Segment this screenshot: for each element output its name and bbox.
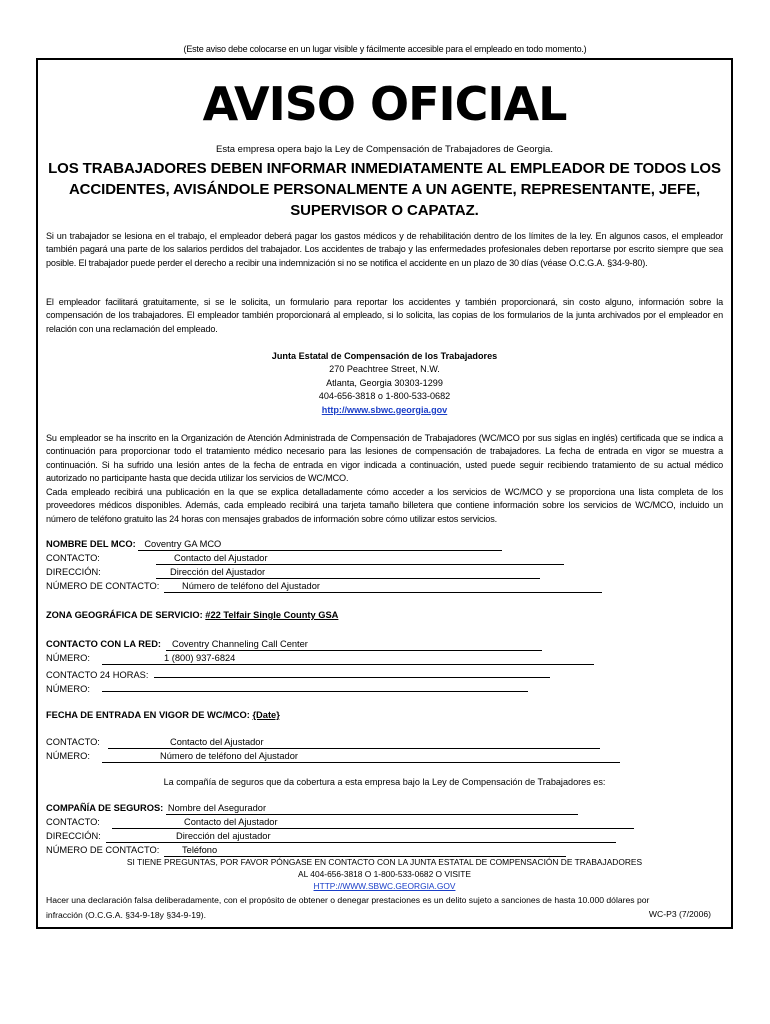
injury-paragraph: Si un trabajador se lesiona en el trabajo, el empleador deberá pagar los gastos médicos y de rehabilitación dentro de los límites de la ley. En algunos casos, el empleador también pagará una parte de los salarios perdidos del trabajador. Los accidentes de trabajo y las enfermedades profesionales deben reportarse por escrito siempre que sea posible. El trabajador puede perder el derecho a recibir una indemnización si no se notifica el accidente en un plazo de 30 días (véase O.C.G.A. §34-9-80).: [46, 231, 723, 268]
insurer-intro: La compañía de seguros que da cobertura a esta empresa bajo la Ley de Compensación de Trabajadores es:: [163, 777, 606, 787]
effective-contact-row: [46, 736, 600, 749]
network-contact-row: [46, 638, 542, 651]
network-number-value: 1 (800) 937-6824: [102, 653, 594, 665]
notice-frame: [36, 58, 733, 929]
board-street: 270 Peachtree Street, N.W.: [329, 364, 440, 375]
network-24h-label: CONTACTO 24 HORAS:: [46, 670, 149, 680]
mco-phone-label: NÚMERO DE CONTACTO:: [46, 581, 160, 591]
false-statement-line-1: Hacer una declaración falsa deliberadamente, con el propósito de obtener o denegar prestaciones es un delito sujeto a sanciones de hasta 10.000 dólares por: [46, 895, 650, 905]
insurer-contact-value: Contacto del Ajustador: [112, 817, 634, 829]
notice-title: AVISO OFICIAL: [202, 77, 567, 131]
effective-number-value: Número de teléfono del Ajustador: [102, 751, 620, 763]
effective-number-label: NÚMERO:: [46, 751, 90, 761]
insurer-contact-row: [46, 816, 634, 829]
effective-contact-label: CONTACTO:: [46, 737, 100, 747]
effective-date-value: {Date}: [252, 710, 280, 720]
effective-date-label: FECHA DE ENTRADA EN VIGOR DE WC/MCO:: [46, 710, 250, 720]
mco-phone-value: Número de teléfono del Ajustador: [164, 581, 602, 593]
network-number2-row: [46, 680, 528, 696]
questions-phones: AL 404-656-3818 O 1-800-533-0682 O VISITE: [298, 869, 471, 879]
network-number-row: [46, 652, 594, 665]
mco-publication-paragraph: Cada empleado recibirá una publicación en la que se explica detalladamente cómo acceder a los servicios de WC/MCO y se proporciona una lista completa de los proveedores médicos disponibles. Además, cada empleado recibirá una tarjeta tamaño billetera que contiene información sobre los servicios de WC/MCO, incluido un número de teléfono gratuito las 24 horas con mensajes grabados de información sobre cómo utilizar estos servicios.: [46, 487, 723, 524]
posting-note: (Este aviso debe colocarse en un lugar visible y fácilmente accesible para el empleado en todo momento.): [183, 44, 587, 54]
mco-name-row: NOMBRE DEL MCO: Coventry GA MCO: [46, 538, 502, 551]
questions-line: SI TIENE PREGUNTAS, POR FAVOR PÓNGASE EN CONTACTO CON LA JUNTA ESTATAL DE COMPENSACIÓN DE TRABAJADORES: [126, 857, 643, 867]
mco-address-label: DIRECCIÓN:: [46, 567, 101, 577]
insurer-contact-label: CONTACTO:: [46, 817, 100, 827]
questions-block: [46, 856, 723, 892]
mco-phone-row: [46, 580, 602, 593]
network-number2-value: [102, 680, 528, 692]
insurer-phone-value: Teléfono: [164, 845, 566, 857]
board-phones: 404-656-3818 o 1-800-533-0682: [318, 391, 451, 402]
mco-enrollment-paragraph: Su empleador se ha inscrito en la Organización de Atención Administrada de Compensación de Trabajadores (WC/MCO por sus siglas en inglés) certificada que se indica a continuación para proporcionar todo el tratamiento médico necesario para las lesiones de compensación de trabajadores. La fecha de entrada en vigor se muestra a continuación. Si ha sufrido una lesión antes de la fecha de entrada en vigor indicada a continuación, usted puede seguir recibiendo tratamiento de su actual médico autorizado no participante hasta que decida utilizar los servicios de WC/MCO.: [46, 433, 723, 484]
board-address-block: [46, 350, 723, 417]
insurer-address-value: Dirección del ajustador: [106, 831, 616, 843]
board-website-link[interactable]: http://www.sbwc.georgia.gov: [321, 404, 448, 415]
network-number2-label: NÚMERO:: [46, 684, 90, 694]
network-contact-label: CONTACTO CON LA RED:: [46, 639, 161, 649]
insurer-name-value: Nombre del Asegurador: [166, 803, 578, 815]
insurer-name-row: COMPAÑÍA DE SEGUROS: Nombre del Asegurador: [46, 802, 578, 815]
notice-headline: LOS TRABAJADORES DEBEN INFORMAR INMEDIATAMENTE AL EMPLEADOR DE TODOS LOS ACCIDENTES, AVISÁNDOLE PERSONALMENTE A UN AGENTE, REPRESENTANTE, JEFE, SUPERVISOR O CAPATAZ.: [48, 160, 721, 219]
network-number-label: NÚMERO:: [46, 653, 90, 663]
effective-number-row: [46, 750, 620, 763]
mco-contact-value: Contacto del Ajustador: [156, 553, 564, 565]
effective-date-row: [46, 710, 280, 720]
board-city: Atlanta, Georgia 30303-1299: [326, 377, 443, 388]
notice-subtitle: Esta empresa opera bajo la Ley de Compensación de Trabajadores de Georgia.: [216, 144, 553, 155]
service-zone-label: ZONA GEOGRÁFICA DE SERVICIO:: [46, 610, 203, 620]
form-code: WC-P3 (7/2006): [648, 909, 711, 919]
network-24h-value: [154, 666, 550, 678]
service-zone-row: [46, 610, 338, 620]
board-name: Junta Estatal de Compensación de los Trabajadores: [271, 351, 498, 361]
mco-name-label: NOMBRE DEL MCO: [46, 539, 133, 549]
service-zone-value: #22 Telfair Single County GSA: [205, 610, 339, 620]
effective-contact-value: Contacto del Ajustador: [108, 737, 600, 749]
mco-contact-label: CONTACTO:: [46, 553, 100, 563]
false-statement-line-2: infracción (O.C.G.A. §34-9-18y §34-9-19).: [46, 910, 207, 920]
insurer-address-label: DIRECCIÓN:: [46, 831, 101, 841]
mco-contact-row: [46, 552, 564, 565]
insurer-address-row: [46, 830, 616, 843]
mco-address-row: [46, 566, 540, 579]
questions-website-link[interactable]: HTTP://WWW.SBWC.GEORGIA.GOV: [313, 881, 456, 891]
network-contact-value: Coventry Channeling Call Center: [166, 639, 542, 651]
employer-forms-paragraph: El empleador facilitará gratuitamente, si se le solicita, un formulario para reportar los accidentes y también proporcionará, sin costo alguno, información sobre la compensación de los trabajadores. El empleador también proporcionará al empleado, si lo solicita, las copias de los formularios de la junta archivados por el empleador en relación con una reclamación del empleado.: [46, 297, 723, 334]
mco-address-value: Dirección del Ajustador: [156, 567, 540, 579]
mco-name-value: Coventry GA MCO: [138, 539, 502, 551]
insurer-phone-label: NÚMERO DE CONTACTO:: [46, 845, 160, 855]
insurer-name-label: COMPAÑÍA DE SEGUROS: [46, 803, 161, 813]
